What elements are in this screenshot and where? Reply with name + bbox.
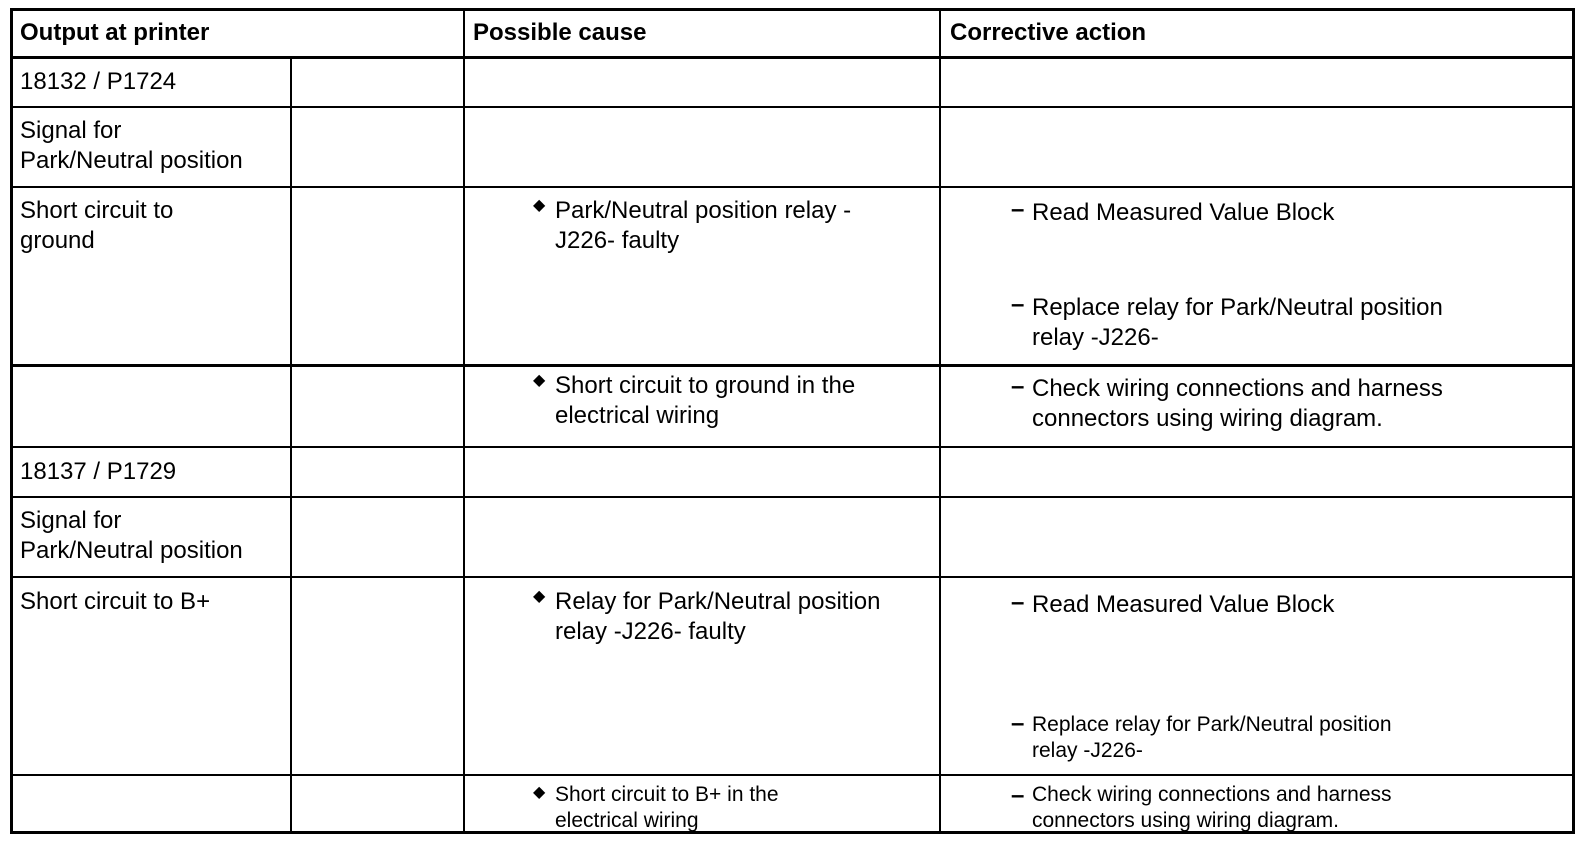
cause-1-line-1: Park/Neutral position relay - [555, 197, 852, 224]
fault-code-1: 18132 / P1724 [20, 68, 177, 95]
action-5-line-2: relay -J226- [1032, 739, 1143, 762]
fault-description-1-line-1: Signal for [20, 117, 122, 144]
dash-icon: – [1011, 196, 1025, 223]
header-possible-cause: Possible cause [473, 19, 647, 46]
fault-type-1-line-1: Short circuit to [20, 197, 174, 224]
dash-icon: – [1011, 589, 1025, 616]
header-output-at-printer: Output at printer [20, 19, 210, 46]
divider-row-header [10, 56, 1575, 59]
bullet-icon: ◆ [533, 372, 546, 389]
divider-row-5 [10, 496, 1575, 498]
divider-row-3 [10, 364, 1575, 367]
cause-2-line-1: Short circuit to ground in the [555, 372, 856, 399]
fault-description-1-line-2: Park/Neutral position [20, 147, 243, 174]
action-2-line-1: Replace relay for Park/Neutral position [1032, 294, 1443, 321]
dash-icon: – [1011, 291, 1025, 318]
header-corrective-action: Corrective action [950, 19, 1147, 46]
action-1: Read Measured Value Block [1032, 199, 1335, 226]
bullet-icon: ◆ [533, 588, 546, 605]
fault-code-2: 18137 / P1729 [20, 458, 177, 485]
cause-1-line-2: J226- faulty [555, 227, 680, 254]
divider-row-6 [10, 576, 1575, 578]
divider-col-3 [939, 10, 941, 834]
fault-description-2-line-2: Park/Neutral position [20, 537, 243, 564]
action-3-line-1: Check wiring connections and harness [1032, 375, 1443, 402]
cause-2-line-2: electrical wiring [555, 402, 720, 429]
bullet-icon: ◆ [533, 784, 546, 801]
action-6-line-1: Check wiring connections and harness [1032, 783, 1392, 806]
cause-3-line-1: Relay for Park/Neutral position [555, 588, 881, 615]
fault-description-2-line-1: Signal for [20, 507, 122, 534]
action-6-line-2: connectors using wiring diagram. [1032, 809, 1339, 832]
action-4: Read Measured Value Block [1032, 591, 1335, 618]
action-2-line-2: relay -J226- [1032, 324, 1159, 351]
bullet-icon: ◆ [533, 197, 546, 214]
action-3-line-2: connectors using wiring diagram. [1032, 405, 1383, 432]
fault-type-2: Short circuit to B+ [20, 588, 211, 615]
divider-row-1 [10, 106, 1575, 108]
divider-row-7 [10, 774, 1575, 776]
dash-icon: – [1011, 710, 1025, 737]
action-5-line-1: Replace relay for Park/Neutral position [1032, 713, 1392, 736]
fault-type-1-line-2: ground [20, 227, 95, 254]
divider-row-4 [10, 446, 1575, 448]
dash-icon: – [1011, 782, 1025, 809]
divider-col-2 [463, 10, 465, 834]
dash-icon: – [1011, 373, 1025, 400]
divider-row-2 [10, 186, 1575, 188]
cause-4-line-1: Short circuit to B+ in the [555, 783, 779, 806]
cause-3-line-2: relay -J226- faulty [555, 618, 746, 645]
cause-4-line-2: electrical wiring [555, 809, 699, 832]
